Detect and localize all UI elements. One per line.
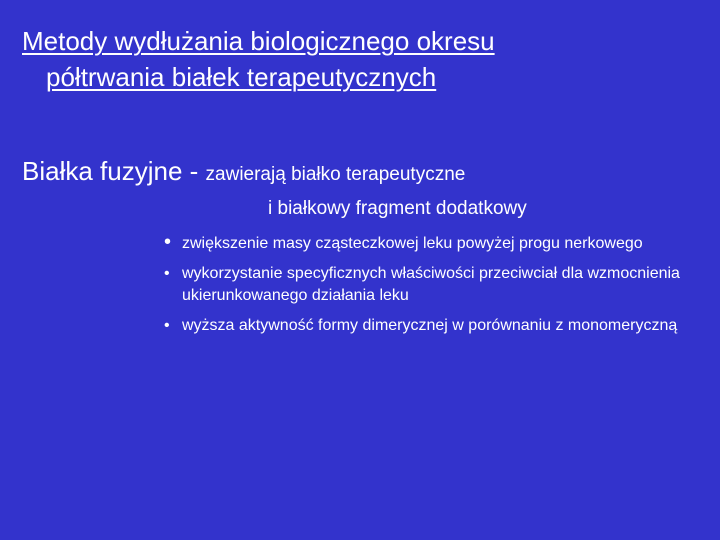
bullet-icon: • — [164, 231, 172, 253]
lead-term: Białka fuzyjne - — [22, 156, 206, 186]
bullet-item — [164, 315, 684, 337]
slide-title-line-1-text: Metody wydłużania biologicznego okresu — [22, 26, 495, 56]
bullet-icon: • — [164, 265, 170, 282]
title-underline-pad — [495, 26, 559, 56]
slide-title-line-1 — [22, 26, 559, 56]
bullet-text: wyższa aktywność formy dimerycznej w porównaniu z monomeryczną — [182, 317, 678, 334]
bullet-icon: • — [164, 317, 170, 334]
bullet-text: wykorzystanie specyficznych właściwości przeciwciał dla wzmocnienia ukierunkowanego działania leku — [182, 265, 680, 304]
slide-title-line-2: półtrwania białek terapeutycznych — [46, 62, 437, 92]
bullet-item — [164, 233, 684, 255]
lead-rest: zawierają białko terapeutyczne — [205, 164, 466, 185]
lead-text — [22, 156, 465, 190]
bullet-text: zwiększenie masy cząsteczkowej leku powyżej progu nerkowego — [182, 235, 643, 252]
lead-continuation: i białkowy fragment dodatkowy — [268, 198, 527, 219]
bullet-list — [164, 233, 684, 345]
bullet-item — [164, 263, 684, 307]
